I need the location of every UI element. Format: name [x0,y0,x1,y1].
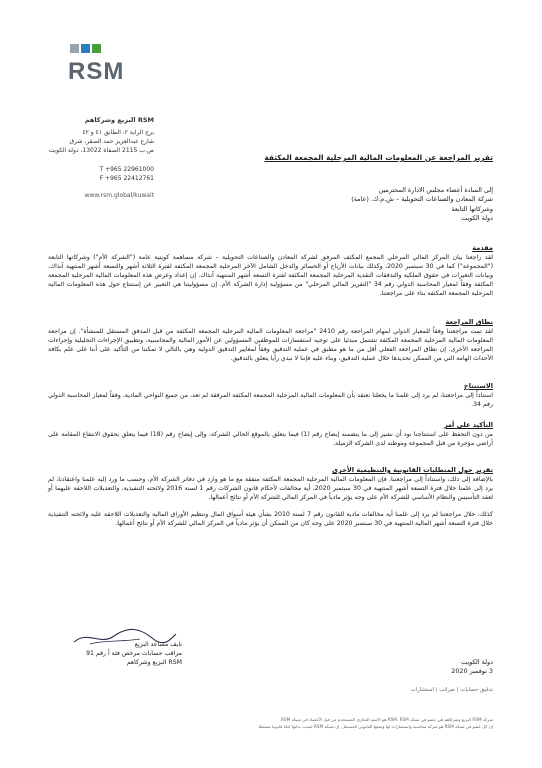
handwritten-signature [70,626,180,648]
date-block [395,658,493,677]
firm-address-line: برج الراية ٢، الطابق ٤١ و ٤٢ [82,129,154,136]
firm-website-link[interactable]: www.rsm.global/kuwait [84,192,154,199]
footer-line: شركة RSM البزيع وشركاهم هي عضو في شبكة RSM. RSM هو الاسم التجاري المستخدم من قبل الأعضاء في شبكة RSM. [279,717,493,722]
logo-square-grey [70,44,79,53]
section-heading: تقرير حول المتطلبات القانونية والتنظيمية الأخرى [332,466,493,474]
firm-phone: T +965 22961000 [99,166,154,173]
logo-square-blue [81,44,90,53]
legal-footer [40,716,493,730]
addressee-line: إلى السادة أعضاء مجلس الادارة المحترمين [378,186,493,194]
firm-fax: F +965 22412761 [99,175,154,182]
logo-wordmark: RSM [68,58,125,85]
scope-section [48,318,493,364]
report-date: 3 نوفمبر 2020 [451,667,493,676]
addressee-line: دولة الكويت [461,214,493,223]
report-title: تقرير المراجعة عن المعلومات المالية المرحلية المجمعة المكثفة [264,153,493,162]
intro-section [48,244,493,298]
emphasis-section [48,421,493,449]
signature-block [62,640,182,667]
firm-name: RSM البزيع وشركاهم [84,116,154,124]
addressee-line: وشركاتها التابعة [451,204,493,213]
signatory-firm: RSM البزيع وشركاهم [126,659,182,666]
section-text: لقد تمت مراجعتنا وفقاً للمعيار الدولي لمهام المراجعة رقم 2410 "مراجعة المعلومات المالية المرحلية المجمعة المكثفة من قبل المدقق المستقل للمنشأة". إن مراجعة المعلومات المالية المرحلية المجمعة المكثفة تشتمل مبدئيا على توجيه استفسارات للموظفين المسؤولين عن الأمور المالية والمحاسبية، وتطبيق الإجراءات التحليلية وإجراءات المراجعة الأخرى. إن نطاق المراجعة الفعلي أقل من ما هو مطبق في عملية التدقيق وفقاً لمعايير التدقيق الدولية وهي بالتالي لا تمكننا من التأكيد على أننا على علم بكافة الأحداث الهامة التي من الممكن تحديدها خلال عملية التدقيق، وبناء عليه فإننا لا نبدي رأيا يتعلق بالتدقيق. [48,327,493,362]
section-text: من دون التحفظ على استنتاجنا نود أن نشير إلى ما يتضمنه إيضاح رقم (1) فيما يتعلق بالموقع الحالي للشركة، وإلى إيضاح رقم (18) فيما يتعلق بحقوق الانتفاع المقامة على أراضي مؤجرة من قبل المجموعة وموطنه لدى الشركة الزميلة. [48,430,493,447]
section-heading: الاستنتاج [464,382,493,390]
section-heading: التأكيد على أمر [443,421,493,429]
addressee-block [200,186,493,224]
firm-info [44,116,154,200]
section-text: لقد راجعنا بيان المركز المالي المرحلي المجمع المكثف المرفق لشركة المعادن والصناعات التحويلية – شركة مساهمة كويتية عامة ("الشركة الأم") وشركاتها التابعة ("المجموعة") كما في 30 سبتمبر 2020، وكذلك بيانات الأرباح أو الخسائر والدخل الشامل الآخر المرحلية المجمعة المكثفة لفترة الثلاثة أشهر والتسعة أشهر المنتهية آنذاك، وبيانات التغيرات في حقوق الملكية والتدفقات النقدية المرحلية المجمعة المكثفة لفترة التسعة أشهر المنتهية آنذاك. إن إعداد وعرض هذه المعلومات المالية المرحلية المجمعة المكثفة وفقاً لمعيار المحاسبة الدولي رقم 34 "التقرير المالي المرحلي" من مسؤولية إدارة الشركة الأم. إن مسؤوليتنا هي التعبير عن إستنتاج حول هذه المعلومات المالية المرحلية المجمعة المكثفة بناء على مراجعتنا. [48,253,494,297]
legal-section [48,466,493,528]
footer-line: إن كل عضو في شبكة RSM هو شركة محاسبة واستشارات لها وضعها القانوني المستقل. إن شبكة RSM ليست بذاتها كيانا قانونيا مستقلا. [257,724,493,729]
services-line: تدقيق حسابات | ضرائب | استشارات [410,687,493,693]
firm-address-line: شارع عبدالعزيز حمد الصقر، شرق [69,138,154,145]
section-heading: نطاق المراجعة [445,318,493,326]
section-text: كذلك، خلال مراجعتنا لم يرد إلى علمنا أية مخالفات مادية للقانون رقم 7 لسنة 2010 بشأن هيئة أسواق المال وتنظيم الأوراق المالية والتعديلات اللاحقة عليه ولائحته التنفيذية خلال فترة التسعة أشهر المالية المنتهية في 30 سبتمبر 2020 على وجه كان من الممكن أن يؤثر مادياً في المركز المالي للشركة الأم أو نتائج أعمالها. [48,510,493,527]
rsm-logo [62,44,142,84]
firm-address-line: ص.ب 2115 الصفاة 13022، دولة الكويت [48,147,154,154]
conclusion-section [48,382,493,410]
logo-square-green [92,44,101,53]
section-text: استناداً إلى مراجعتنا، لم يرد إلى علمنا ما يجعلنا نعتقد بأن المعلومات المالية المرحلية المجمعة المكثفة المرفقة لم تعد، من جميع النواحي المادية، وفقاً لمعيار المحاسبة الدولي رقم 34. [48,391,493,408]
section-heading: مقدمة [472,244,493,252]
date-city: دولة الكويت [461,658,493,666]
section-text: بالإضافة إلى ذلك، واستناداً إلى مراجعتنا، فإن المعلومات المالية المرحلية المجمعة المكثفة متفقة مع ما هو وارد في دفاتر الشركة الأم، وحسب ما ورد إليه علمنا واعتقادنا، لم يرد إلى علمنا خلال فترة التسعة أشهر المنتهية في 30 سبتمبر 2020، أية مخالفات لأحكام قانون الشركات رقم 1 لسنة 2016 ولائحته التنفيذية، والتعديلات اللاحقة عليهما أو لعقد التأسيس والنظام الأساسي للشركة الأم على وجه يؤثر مادياً في المركز المالي للشركة الأم أو نتائج أعمالها. [48,475,494,501]
signatory-license: مراقب حسابات مرخص فئة أ رقم 91 [86,650,182,657]
signatory-name: نايف مساعد البزيع [134,641,182,648]
addressee-line: شركة المعادن والصناعات التحويلية – ش.م.ك. (عامة) [351,195,493,204]
